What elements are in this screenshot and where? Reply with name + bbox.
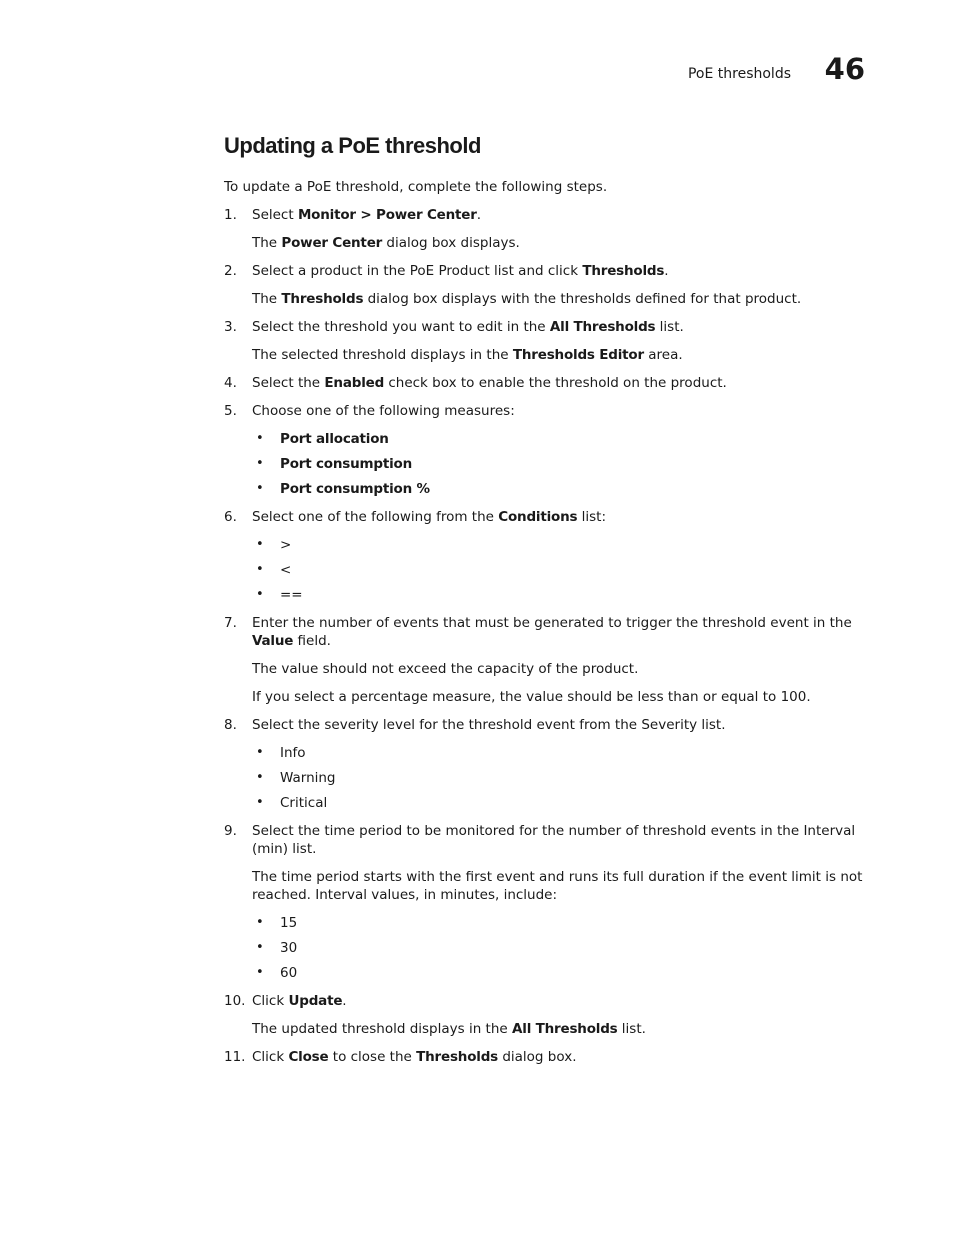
text-run: dialog box.: [498, 1049, 577, 1065]
bullet-item: [252, 561, 868, 579]
bullet-icon: •: [256, 795, 264, 810]
ui-element-label: Conditions: [498, 509, 578, 525]
text-run: dialog box displays.: [382, 235, 520, 251]
bullet-text: 15: [280, 915, 298, 931]
step-result-text: [252, 868, 868, 904]
bullet-item: [252, 939, 868, 957]
text-run: Select the time period to be monitored for the number of threshold events in the Interval (min) list.: [252, 823, 856, 857]
bullet-item: [252, 769, 868, 787]
text-run: area.: [643, 347, 683, 363]
ui-element-label: Enabled: [324, 375, 385, 391]
step-result-text: [252, 660, 868, 678]
bullet-icon: •: [256, 456, 264, 471]
bullet-item: [252, 794, 868, 812]
step-instruction: [252, 402, 868, 420]
ui-element-label: Close: [288, 1049, 329, 1065]
step-result-text: [252, 1020, 868, 1038]
bullet-list: [252, 914, 868, 982]
bullet-icon: •: [256, 537, 264, 552]
text-run: .: [476, 207, 481, 223]
bullet-text: 30: [280, 940, 298, 956]
bullet-icon: •: [256, 915, 264, 930]
bullet-list: [252, 536, 868, 604]
bullet-item: [252, 536, 868, 554]
step-number: 3.: [224, 319, 237, 335]
bullet-list: [252, 744, 868, 812]
step-item: [224, 508, 868, 604]
step-result-text: [252, 234, 868, 252]
ui-element-label: Monitor > Power Center: [297, 207, 477, 223]
bullet-list: [252, 430, 868, 498]
chapter-number: 46: [824, 52, 865, 86]
step-instruction: [252, 992, 868, 1010]
step-instruction: [252, 614, 868, 650]
text-run: list.: [655, 319, 684, 335]
step-instruction: [252, 1048, 868, 1066]
step-instruction: [252, 262, 868, 280]
ui-element-label: Update: [288, 993, 343, 1009]
text-run: Enter the number of events that must be generated to trigger the threshold event in the: [252, 615, 852, 631]
step-item: [224, 1048, 868, 1066]
step-number: 4.: [224, 375, 237, 391]
bullet-icon: •: [256, 770, 264, 785]
step-item: [224, 206, 868, 252]
step-item: [224, 716, 868, 812]
text-run: Select: [252, 207, 298, 223]
text-run: Select the: [252, 375, 325, 391]
bullet-text: Port consumption: [280, 456, 413, 472]
ui-element-label: Thresholds: [582, 263, 665, 279]
text-run: The: [252, 235, 282, 251]
bullet-icon: •: [256, 562, 264, 577]
text-run: The selected threshold displays in the: [252, 347, 513, 363]
ui-element-label: Thresholds Editor: [512, 347, 644, 363]
text-run: dialog box displays with the thresholds defined for that product.: [363, 291, 802, 307]
text-run: list.: [617, 1021, 646, 1037]
bullet-text: Port allocation: [280, 431, 389, 447]
step-number: 2.: [224, 263, 237, 279]
step-result-text: [252, 290, 868, 308]
text-run: Click: [252, 993, 289, 1009]
step-instruction: [252, 374, 868, 392]
bullet-text: >: [280, 537, 292, 553]
step-instruction: [252, 716, 868, 734]
text-run: Click: [252, 1049, 289, 1065]
step-number: 7.: [224, 615, 237, 631]
text-run: list:: [577, 509, 607, 525]
bullet-text: Warning: [280, 770, 336, 786]
bullet-item: [252, 455, 868, 473]
text-run: to close the: [328, 1049, 417, 1065]
step-instruction: [252, 206, 868, 224]
bullet-icon: •: [256, 431, 264, 446]
steps-list: [224, 206, 868, 1066]
running-header-title: PoE thresholds: [687, 66, 791, 82]
ui-element-label: Thresholds: [416, 1049, 499, 1065]
bullet-icon: •: [256, 745, 264, 760]
text-run: The time period starts with the first event and runs its full duration if the event limit is not reached. Interval values, in minutes, include:: [252, 869, 863, 903]
step-item: [224, 402, 868, 498]
ui-element-label: All Thresholds: [512, 1021, 618, 1037]
step-number: 5.: [224, 403, 237, 419]
step-number: 11.: [224, 1049, 246, 1065]
text-run: .: [342, 993, 347, 1009]
bullet-item: [252, 430, 868, 448]
step-instruction: [252, 508, 868, 526]
text-run: field.: [293, 633, 331, 649]
step-instruction: [252, 318, 868, 336]
text-run: The updated threshold displays in the: [252, 1021, 513, 1037]
text-run: The value should not exceed the capacity of the product.: [252, 661, 639, 677]
text-run: Select the threshold you want to edit in the: [252, 319, 550, 335]
bullet-item: [252, 744, 868, 762]
step-number: 10.: [224, 993, 246, 1009]
bullet-item: [252, 914, 868, 932]
bullet-icon: •: [256, 481, 264, 496]
bullet-text: ==: [280, 587, 303, 603]
bullet-text: 60: [280, 965, 298, 981]
step-instruction: [252, 822, 868, 858]
bullet-item: [252, 964, 868, 982]
step-number: 8.: [224, 717, 237, 733]
ui-element-label: Value: [252, 633, 294, 649]
step-item: [224, 318, 868, 364]
text-run: Select the severity level for the threshold event from the Severity list.: [252, 717, 726, 733]
step-number: 6.: [224, 509, 237, 525]
ui-element-label: All Thresholds: [549, 319, 656, 335]
document-body: [224, 132, 868, 1076]
bullet-text: Critical: [280, 795, 328, 811]
step-item: [224, 374, 868, 392]
intro-paragraph: To update a PoE threshold, complete the following steps.: [224, 179, 608, 195]
text-run: Select one of the following from the: [252, 509, 499, 525]
step-note-text: If you select a percentage measure, the value should be less than or equal to 100.: [252, 689, 811, 705]
bullet-icon: •: [256, 587, 264, 602]
text-run: Select a product in the PoE Product list and click: [252, 263, 583, 279]
step-result-text: [252, 346, 868, 364]
bullet-text: Info: [280, 745, 306, 761]
bullet-icon: •: [256, 940, 264, 955]
bullet-icon: •: [256, 965, 264, 980]
step-item: [224, 614, 868, 706]
bullet-text: Port consumption %: [280, 481, 430, 497]
text-run: .: [664, 263, 669, 279]
bullet-text: <: [280, 562, 292, 578]
page-header: [0, 0, 954, 100]
text-run: Choose one of the following measures:: [252, 403, 515, 419]
ui-element-label: Thresholds: [281, 291, 364, 307]
step-number: 1.: [224, 207, 237, 223]
text-run: check box to enable the threshold on the product.: [384, 375, 727, 391]
text-run: The: [252, 291, 282, 307]
step-item: [224, 992, 868, 1038]
ui-element-label: Power Center: [281, 235, 383, 251]
step-number: 9.: [224, 823, 237, 839]
bullet-item: [252, 480, 868, 498]
step-item: [224, 822, 868, 982]
section-heading: Updating a PoE threshold: [224, 133, 481, 158]
step-item: [224, 262, 868, 308]
bullet-item: [252, 586, 868, 604]
